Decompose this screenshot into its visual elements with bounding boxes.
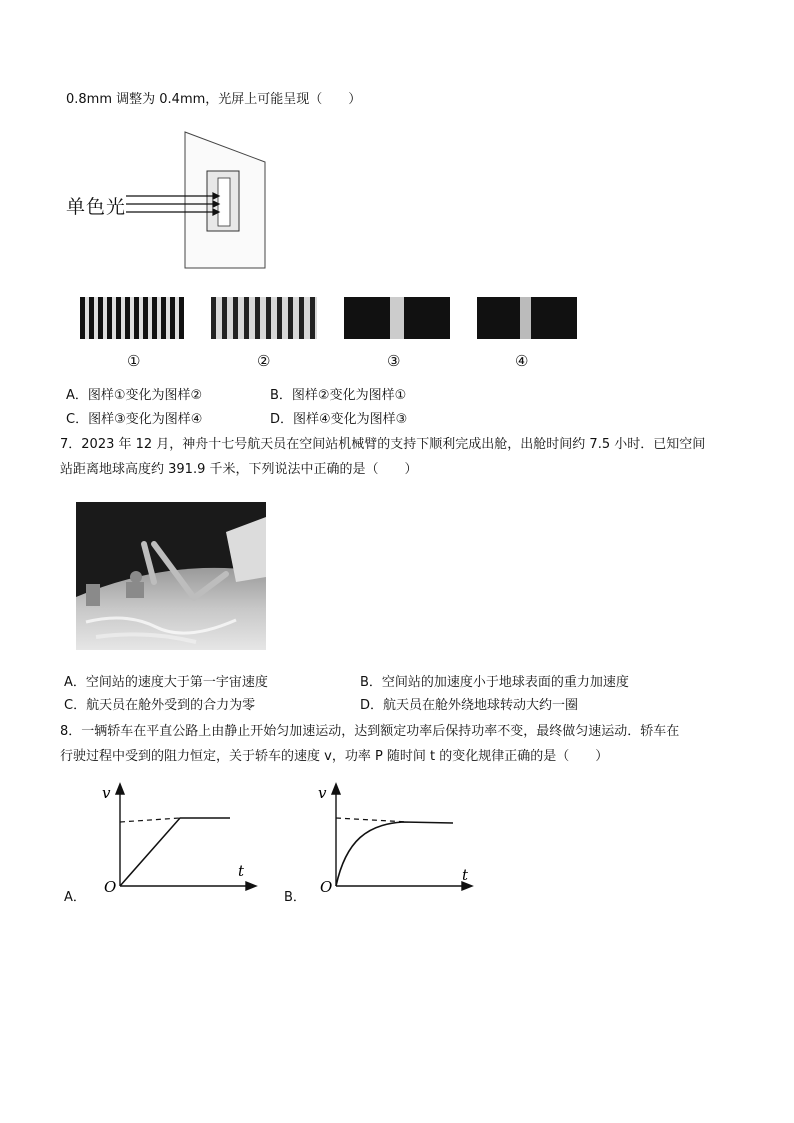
slit-opening: [218, 178, 230, 226]
graph-a-curve: [120, 818, 230, 886]
pattern-label-2: ②: [257, 352, 271, 370]
q6-option-b[interactable]: B．图样②变化为图样①: [270, 388, 407, 403]
graph-b-x-label: t: [462, 866, 469, 884]
light-arrows: [126, 193, 219, 215]
graph-a-option[interactable]: A．: [64, 890, 86, 905]
q8-stem-line-1: 8．一辆轿车在平直公路上由静止开始匀加速运动，达到额定功率后保持功率不变，最终做匀速运动．轿车在: [60, 724, 680, 739]
graph-a-origin: O: [104, 878, 117, 896]
q7-option-c[interactable]: C．航天员在舱外受到的合力为零: [64, 698, 256, 713]
graph-a-x-label: t: [238, 862, 245, 880]
pattern-3: [344, 297, 450, 339]
graph-a: [90, 780, 265, 898]
q7-stem-line-1: 7．2023 年 12 月，神舟十七号航天员在空间站机械臂的支持下顺利完成出舱，出舱时间约 7.5 小时．已知空间: [60, 437, 706, 452]
pattern-label-3: ③: [387, 352, 401, 370]
q8-stem-line-2: 行驶过程中受到的阻力恒定，关于轿车的速度 v，功率 P 随时间 t 的变化规律正确的是（ ）: [60, 749, 609, 764]
pattern-label-1: ①: [127, 352, 141, 370]
q6-option-a[interactable]: A．图样①变化为图样②: [66, 388, 203, 403]
graph-b-curve: [336, 822, 453, 886]
q7-stem-line-2: 站距离地球高度约 391.9 千米，下列说法中正确的是（ ）: [60, 462, 418, 477]
q7-option-b[interactable]: B．空间站的加速度小于地球表面的重力加速度: [360, 675, 629, 690]
graph-a-y-label: v: [102, 784, 111, 802]
graph-b-origin: O: [320, 878, 333, 896]
pattern-4: [477, 297, 577, 339]
q6-stem-tail: 0.8mm 调整为 0.4mm，光屏上可能呈现（ ）: [66, 92, 362, 107]
graph-b-y-label: v: [318, 784, 327, 802]
q6-option-c[interactable]: C．图样③变化为图样④: [66, 412, 203, 427]
graph-b: [308, 780, 483, 898]
q6-option-d[interactable]: D．图样④变化为图样③: [270, 412, 408, 427]
pattern-2: [211, 297, 317, 339]
pattern-1: [80, 297, 184, 339]
q7-option-a[interactable]: A．空间站的速度大于第一宇宙速度: [64, 675, 268, 690]
q7-option-d[interactable]: D．航天员在舱外绕地球转动大约一圈: [360, 698, 579, 713]
graph-a-asymptote: [120, 818, 180, 822]
light-label: 单色光: [66, 196, 127, 218]
graph-b-asymptote: [336, 818, 408, 822]
pattern-label-4: ④: [515, 352, 529, 370]
graph-b-option[interactable]: B．: [284, 890, 306, 905]
space-station-photo: [76, 502, 266, 650]
